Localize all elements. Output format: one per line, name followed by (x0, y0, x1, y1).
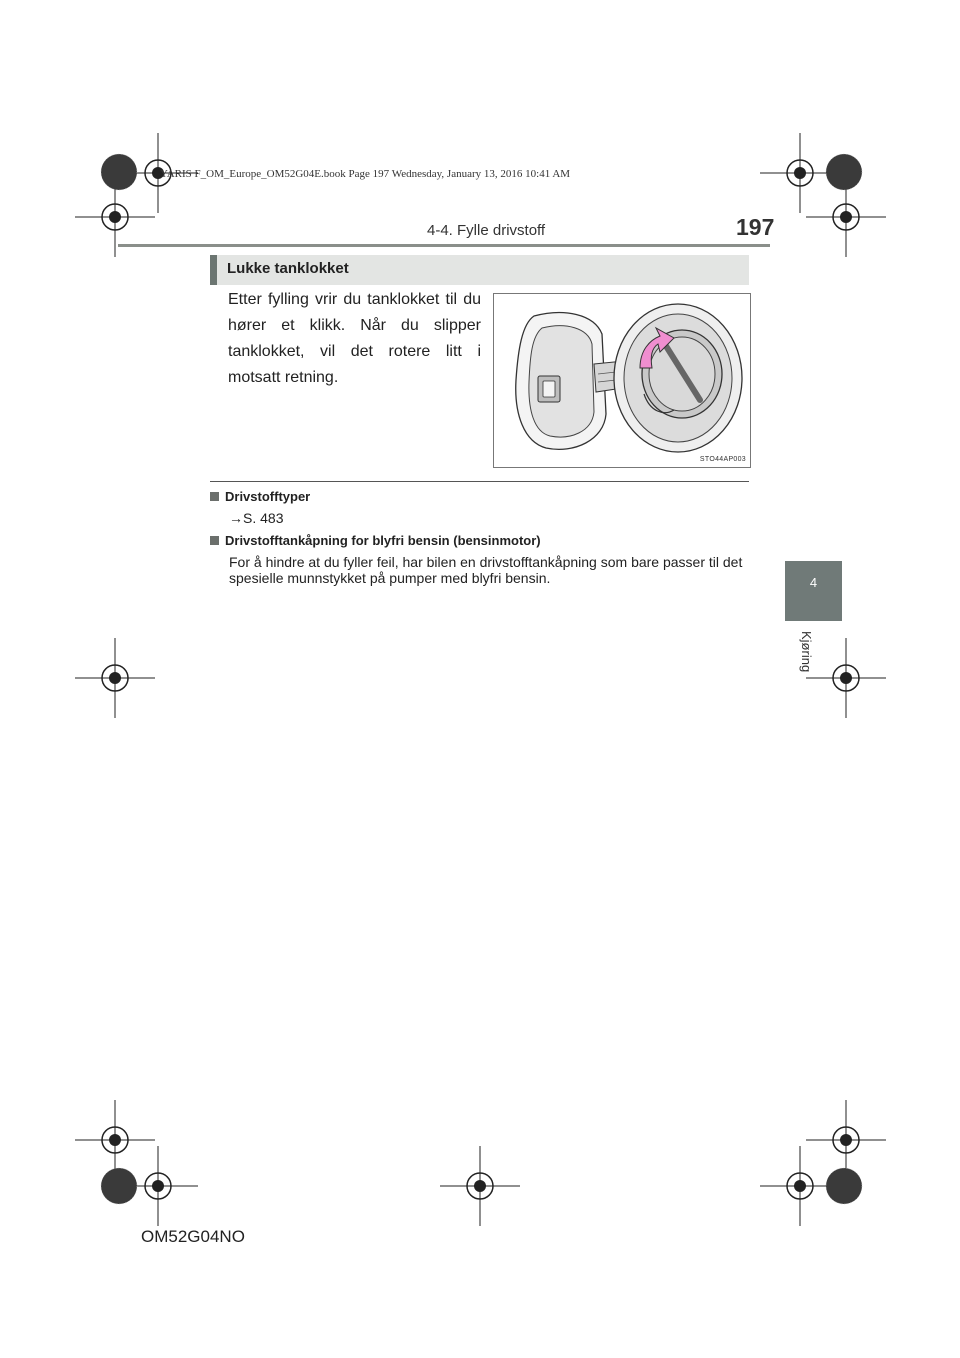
instruction-paragraph: Etter fylling vrir du tanklokket til du hører et klikk. Når du slipper tanklokket, vil det rotere litt i motsatt retning. (228, 291, 481, 386)
starburst-mark-top-left (100, 153, 138, 191)
registration-mark-middle-right (806, 638, 886, 718)
subsection-title: Lukke tanklokket (227, 260, 349, 277)
fuel-cap-drawing (494, 294, 750, 467)
note-heading-text: Drivstofftyper (225, 489, 311, 504)
note-heading-text: Drivstofftankåpning for blyfri bensin (bensinmotor) (225, 533, 541, 548)
chapter-tab (785, 561, 842, 621)
note-heading-fuel-types (210, 489, 310, 504)
chapter-tab-label (798, 631, 818, 701)
starburst-mark-bottom-right (825, 1167, 863, 1205)
print-header: YARIS F_OM_Europe_OM52G04E.book Page 197 Wednesday, January 13, 2016 10:41 AM (160, 168, 571, 180)
chapter-tab-label-text: Kjøring (799, 631, 814, 673)
fuel-cap-illustration (493, 293, 751, 468)
chapter-tab-number: 4 (809, 575, 818, 590)
manual-code: OM52G04NO (141, 1227, 245, 1246)
figure-code: STO44AP003 (699, 456, 746, 463)
page-number: 197 (736, 214, 775, 240)
starburst-mark-bottom-left (100, 1167, 138, 1205)
note-link-fuel-types[interactable]: →S. 483 (229, 510, 284, 526)
bullet-square-icon (210, 536, 219, 545)
section-divider (210, 481, 749, 482)
subsection-header-bar (210, 255, 217, 285)
note-text-filler-opening: For å hindre at du fyller feil, har bilen en drivstofftankåpning som bare passer til det spesielle munnstykket på pumper med blyfri bensin. (229, 554, 743, 586)
bullet-square-icon (210, 492, 219, 501)
registration-mark-middle-left (75, 638, 155, 718)
note-heading-filler-opening (210, 533, 541, 548)
starburst-mark-top-right (825, 153, 863, 191)
registration-mark-bottom-center (440, 1146, 520, 1226)
header-rule (118, 244, 770, 247)
section-title: 4-4. Fylle drivstoff (427, 222, 546, 239)
